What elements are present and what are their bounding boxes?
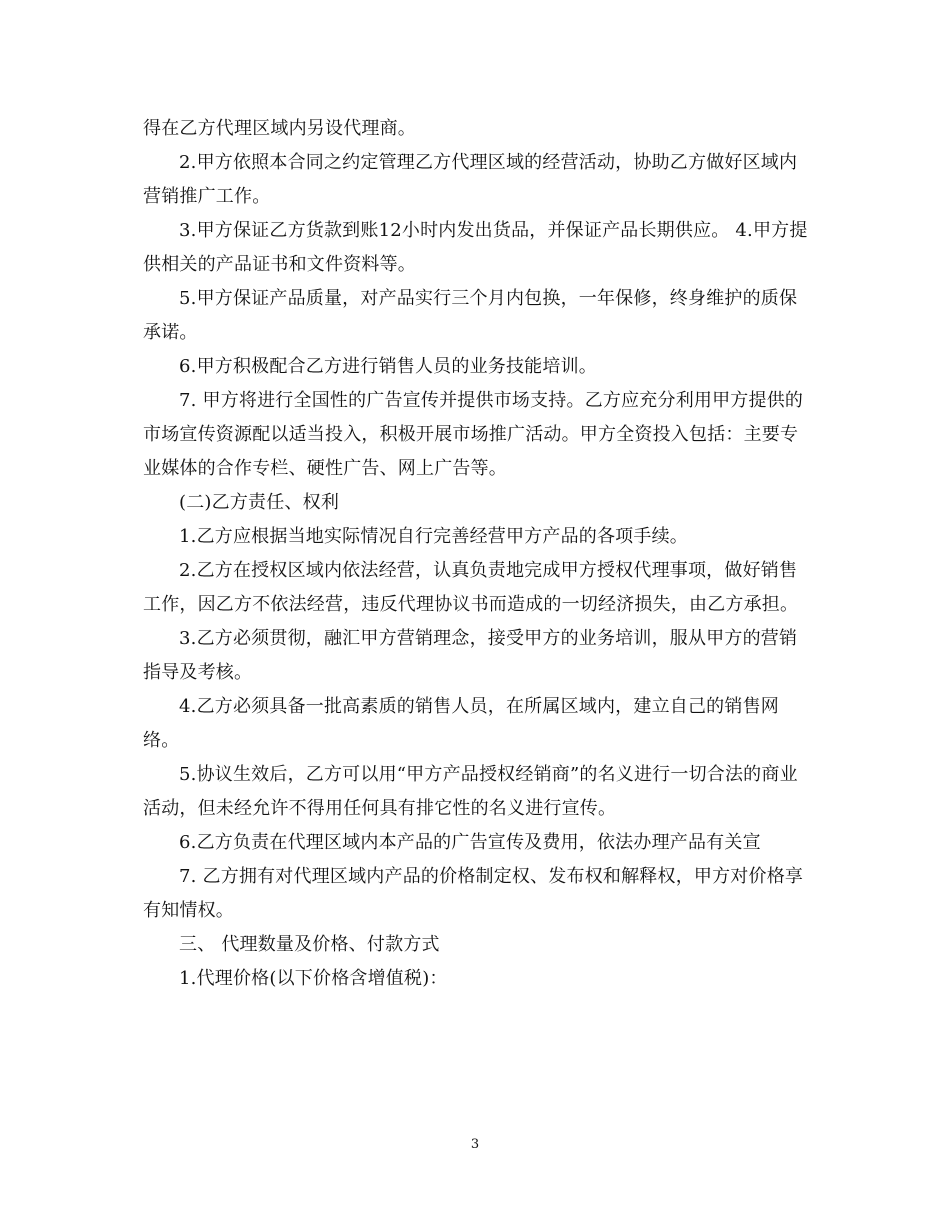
paragraph-2: 2.甲方依照本合同之约定管理乙方代理区域的经营活动，协助乙方做好区域内营销推广工作。 — [143, 152, 798, 207]
paragraph-4: 5.甲方保证产品质量，对产品实行三个月内包换，一年保修，终身维护的质保承诺。 — [143, 288, 798, 343]
paragraph-8: 1.乙方应根据当地实际情况自行完善经营甲方产品的各项手续。 — [179, 526, 688, 547]
page-number: 3 — [470, 1137, 480, 1152]
paragraph-1: 得在乙方代理区域内另设代理商。 — [143, 118, 416, 139]
paragraph-13: 6.乙方负责在代理区域内本产品的广告宣传及费用，依法办理产品有关宣 — [179, 832, 761, 853]
paragraph-3: 3.甲方保证乙方货款到账12小时内发出货品，并保证产品长期供应。 4.甲方提供相关的产品证书和文件资料等。 — [143, 220, 808, 275]
paragraph-10: 3.乙方必须贯彻，融汇甲方营销理念，接受甲方的业务培训，服从甲方的营销指导及考核。 — [143, 628, 798, 683]
paragraph-5: 6.甲方积极配合乙方进行销售人员的业务技能培训。 — [179, 356, 597, 377]
paragraph-6: 7. 甲方将进行全国性的广告宣传并提供市场支持。乙方应充分利用甲方提供的市场宣传资源配以适当投入，积极开展市场推广活动。甲方全资投入包括：主要专业媒体的合作专栏、硬性广告、网上广告等。 — [143, 390, 804, 479]
paragraph-14: 7. 乙方拥有对代理区域内产品的价格制定权、发布权和解释权，甲方对价格享有知情权。 — [143, 866, 804, 921]
section-heading-pricing: 三、 代理数量及价格、付款方式 — [179, 934, 440, 955]
document-body — [143, 112, 809, 996]
paragraph-9: 2.乙方在授权区域内依法经营，认真负责地完成甲方授权代理事项，做好销售工作，因乙方不依法经营，违反代理协议书而造成的一切经济损失，由乙方承担。 — [143, 560, 799, 615]
section-heading-party-b: (二)乙方责任、权利 — [179, 492, 340, 513]
paragraph-12: 5.协议生效后，乙方可以用“甲方产品授权经销商”的名义进行一切合法的商业活动，但未经允许不得用任何具有排它性的名义进行宣传。 — [143, 764, 798, 819]
paragraph-16: 1.代理价格(以下价格含增值税)： — [179, 968, 448, 989]
paragraph-11: 4.乙方必须具备一批高素质的销售人员，在所属区域内，建立自己的销售网络。 — [143, 696, 779, 751]
